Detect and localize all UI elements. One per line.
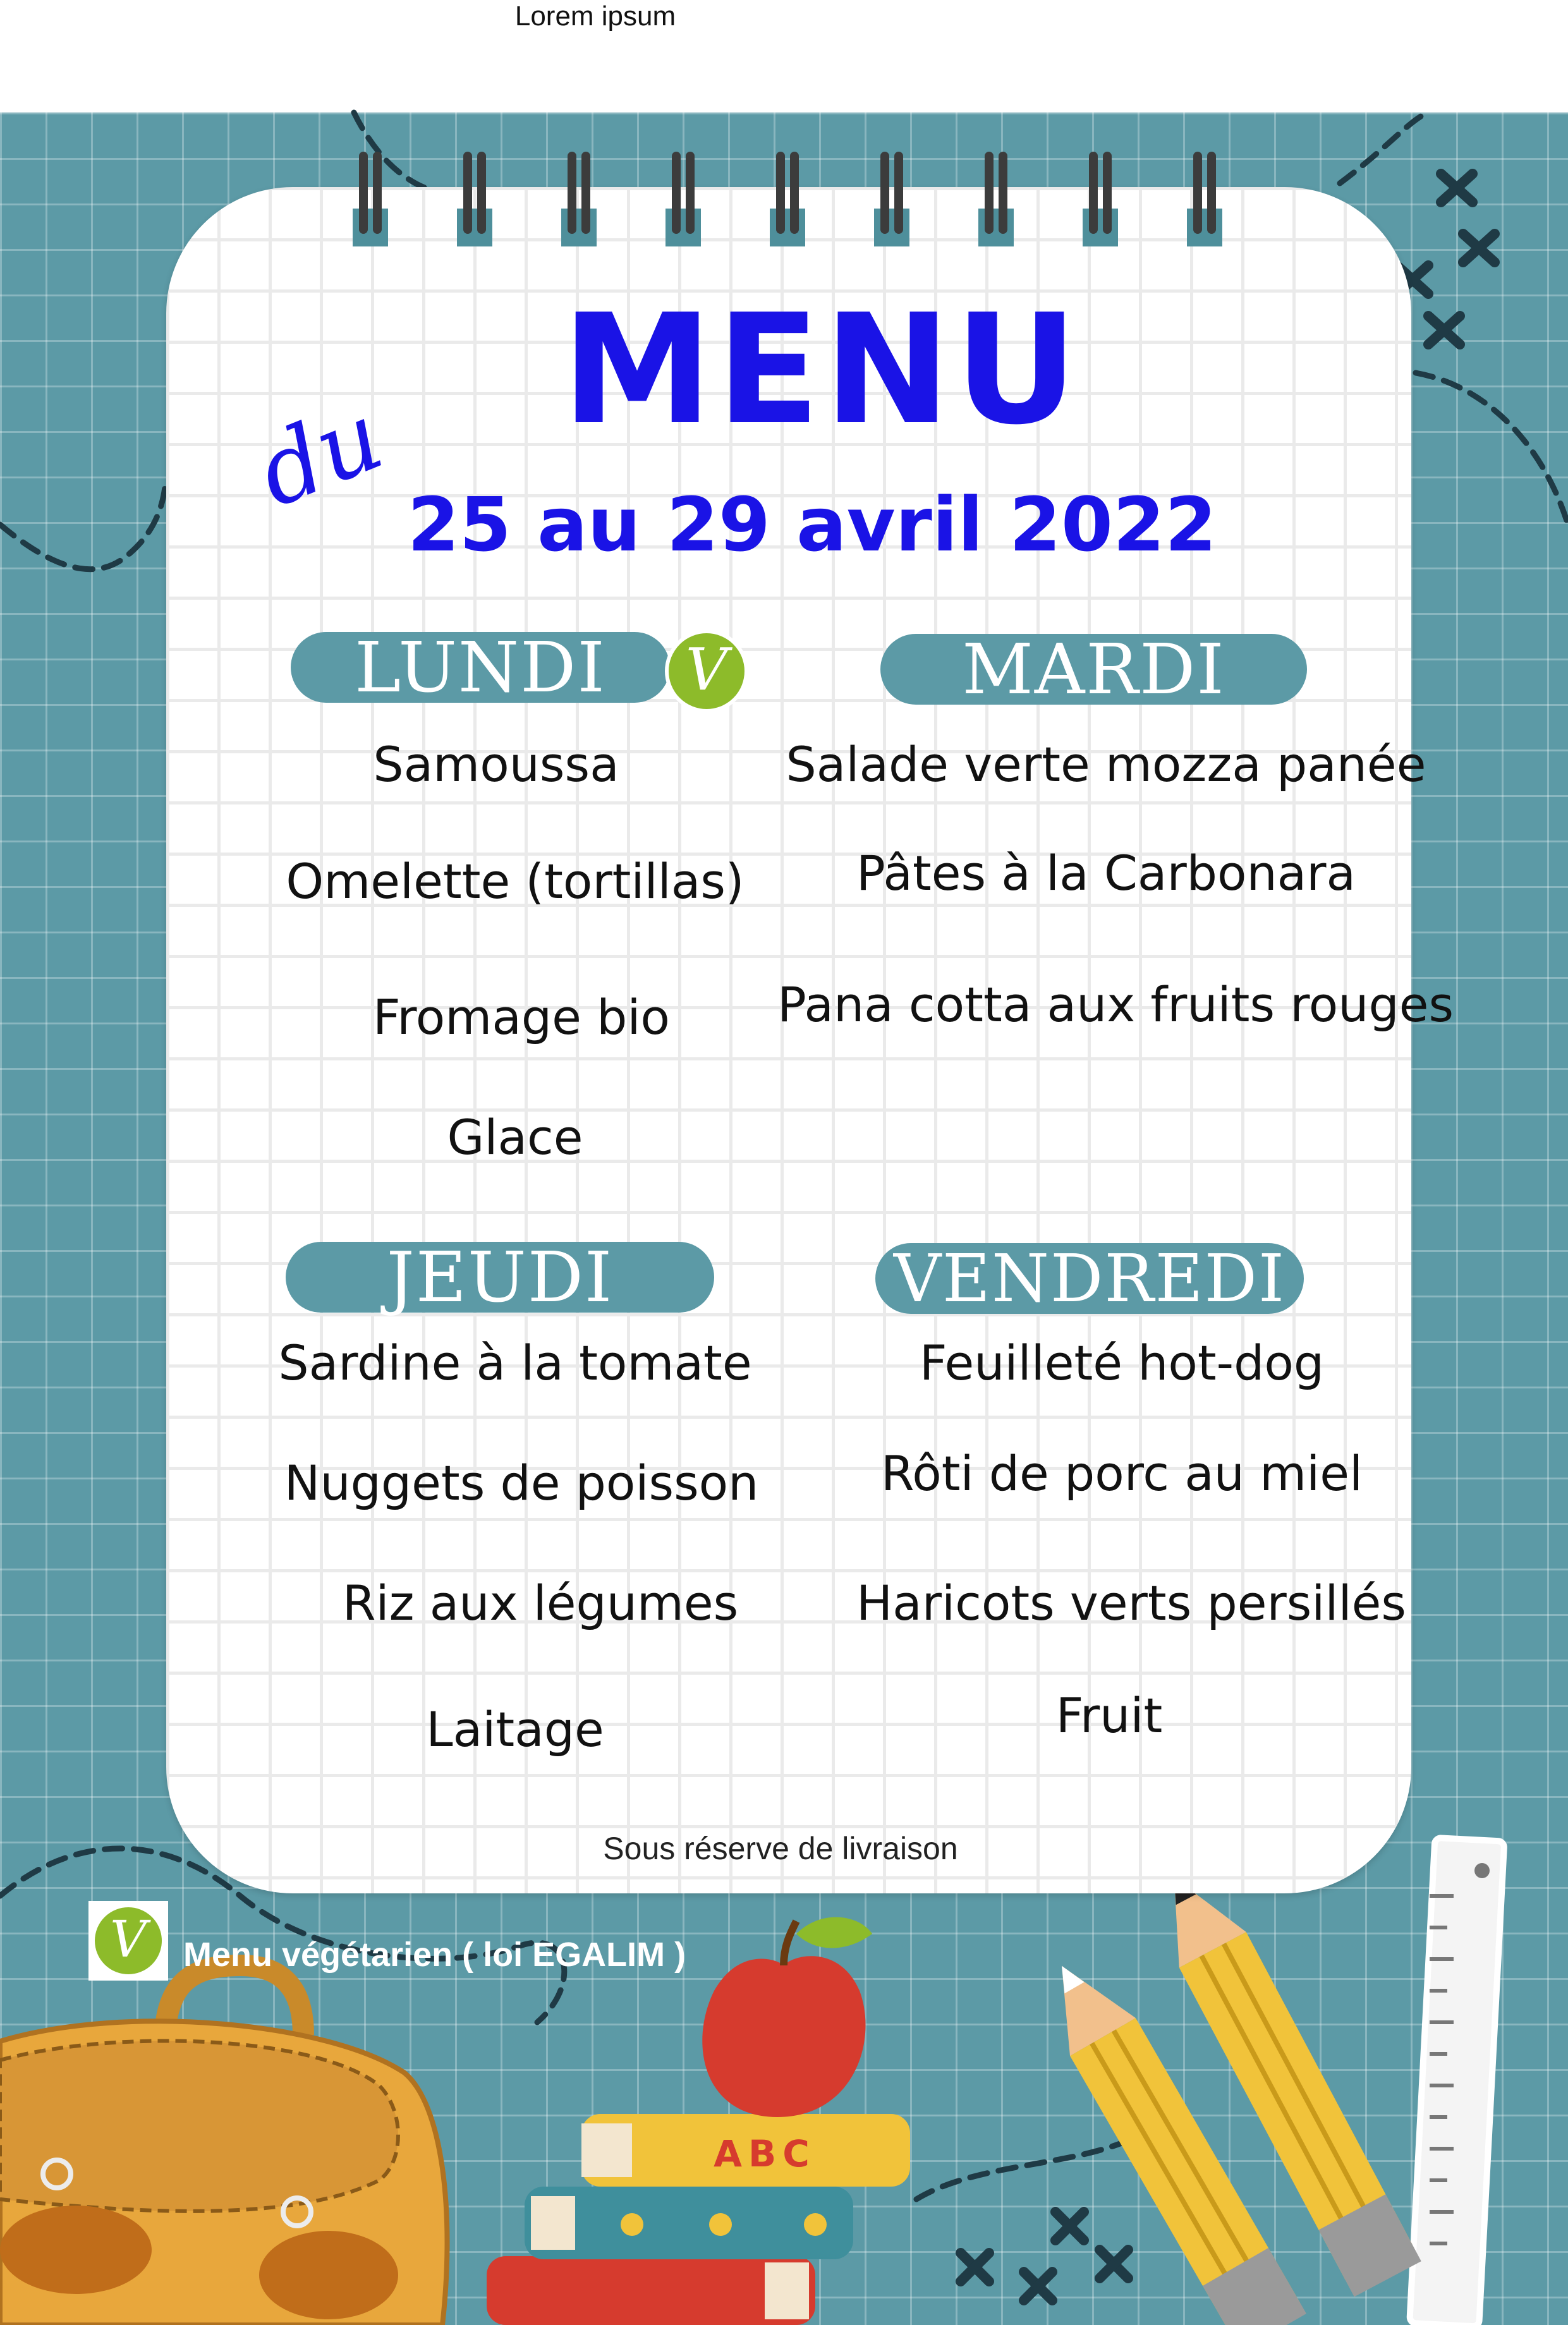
day-header-vendredi: VENDREDI (875, 1243, 1304, 1314)
books-label: ABC (714, 2132, 816, 2175)
spiral-ring (770, 152, 805, 246)
menu-title: MENU (561, 281, 1082, 458)
dish-vendredi-3: Haricots verts persillés (856, 1575, 1406, 1631)
delivery-footnote: Sous réserve de livraison (603, 1831, 958, 1866)
spiral-ring (874, 152, 909, 246)
legend-icon-box (88, 1901, 168, 1981)
spiral-ring (1083, 152, 1118, 246)
spiral-ring (665, 152, 701, 246)
dish-lundi-1: Samoussa (373, 736, 619, 792)
menu-date-range: 25 au 29 avril 2022 (407, 481, 1217, 568)
dish-vendredi-1: Feuilleté hot-dog (919, 1335, 1325, 1391)
dish-jeudi-2: Nuggets de poisson (284, 1455, 759, 1511)
dish-lundi-3: Fromage bio (373, 989, 670, 1045)
dashed-doodle-right-top (1340, 112, 1428, 183)
spiral-ring (561, 152, 597, 246)
dish-mardi-3: Pana cotta aux fruits rouges (777, 976, 1454, 1033)
spiral-ring (353, 152, 388, 246)
day-header-lundi: LUNDI (291, 632, 670, 703)
spiral-ring (978, 152, 1014, 246)
day-header-mardi: MARDI (880, 634, 1307, 705)
cross-mark-5 (961, 2253, 989, 2281)
vegetarian-leaf-icon: V (665, 629, 748, 713)
books-and-apple-illustration (487, 1917, 910, 2325)
vegetarian-legend-text: Menu végétarien ( loi EGALIM ) (183, 1936, 686, 1974)
dashed-doodle-bottom-right (916, 2136, 1138, 2199)
menu-title-du: du (243, 381, 398, 529)
dish-lundi-2: Omelette (tortillas) (286, 853, 744, 909)
cross-mark-7 (1055, 2212, 1084, 2240)
vegetarian-leaf-icon: V (91, 1903, 166, 1978)
header-caption: Lorem ipsum (514, 1, 676, 32)
spiral-ring (457, 152, 492, 246)
day-header-jeudi: JEUDI (286, 1242, 714, 1313)
dish-mardi-2: Pâtes à la Carbonara (856, 845, 1356, 901)
cross-mark-8 (1100, 2250, 1128, 2278)
dish-lundi-4: Glace (447, 1109, 583, 1165)
dish-vendredi-4: Fruit (1055, 1687, 1163, 1744)
dish-jeudi-1: Sardine à la tomate (278, 1335, 752, 1391)
dish-vendredi-2: Rôti de porc au miel (880, 1445, 1363, 1502)
cross-mark-4 (1428, 316, 1460, 344)
cross-mark-1 (1441, 174, 1473, 202)
spiral-ring (1187, 152, 1222, 246)
cross-mark-2 (1463, 234, 1495, 262)
backpack-illustration (0, 1965, 447, 2325)
dish-jeudi-3: Riz aux légumes (342, 1575, 739, 1631)
cross-mark-6 (1024, 2272, 1052, 2300)
dashed-doodle-left (0, 480, 166, 569)
dish-jeudi-4: Laitage (426, 1701, 604, 1757)
dashed-doodle-right (1416, 373, 1568, 525)
dish-mardi-1: Salade verte mozza panée (786, 736, 1426, 792)
